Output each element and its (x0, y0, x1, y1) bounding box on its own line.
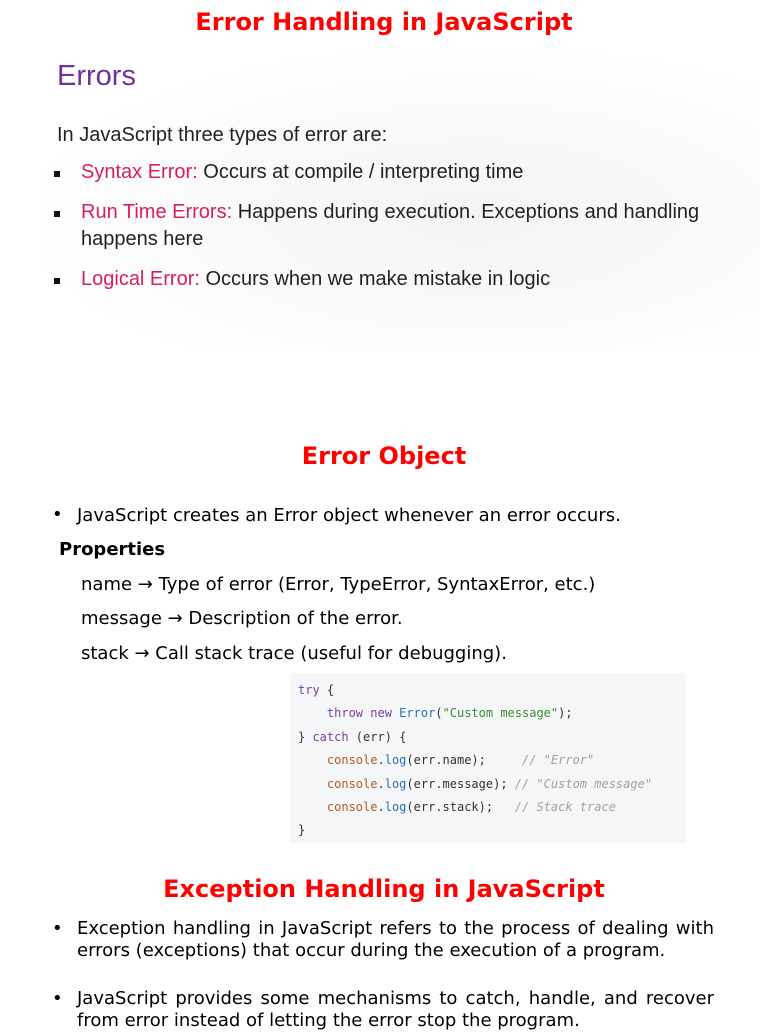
error-object-bullet: JavaScript creates an Error object whenever an error occurs. (77, 505, 621, 526)
slide-heading: Errors (57, 60, 136, 92)
slide-intro: In JavaScript three types of error are: (57, 124, 388, 146)
error-object-heading: Error Object (301, 442, 467, 470)
errors-slide-image (40, 52, 760, 352)
exception-bullet-2: JavaScript provides some mechanisms to catch, handle, and recover from error instead of letting the error stop the program. (77, 988, 714, 1031)
bullet-icon: • (52, 988, 63, 1009)
bullet-icon (54, 171, 60, 177)
page-title: Error Handling in JavaScript (195, 8, 573, 36)
error-type-desc: Occurs at compile / interpreting time (197, 161, 524, 183)
list-item (50, 159, 740, 186)
exception-handling-heading: Exception Handling in JavaScript (163, 875, 605, 903)
bullet-icon (54, 278, 60, 284)
code-block: try { throw new Error("Custom message"); } catch (err) { console.log(err.name); // "Error" console.log(err.message); // "Custom message" console.log(err.stack); // Stack trace } (298, 683, 653, 838)
property-line: stack → Call stack trace (useful for debugging). (81, 643, 507, 664)
property-line: message → Description of the error. (81, 608, 403, 629)
list-item (50, 266, 740, 293)
code-snippet (290, 673, 686, 843)
exception-bullet-1: Exception handling in JavaScript refers to the process of dealing with errors (exceptions) that occur during the execution of a program. (77, 918, 714, 961)
error-type-desc: Occurs when we make mistake in logic (199, 268, 551, 290)
error-type-term: Logical Error: (81, 268, 200, 290)
error-type-term: Run Time Errors: (81, 201, 233, 223)
bullet-icon (54, 211, 60, 217)
error-types-list (50, 159, 740, 306)
properties-label: Properties (59, 539, 166, 560)
bullet-icon: • (52, 504, 63, 525)
property-line: name → Type of error (Error, TypeError, SyntaxError, etc.) (81, 574, 596, 595)
error-type-term: Syntax Error: (81, 161, 198, 183)
error-type-desc: Happens during execution. Exceptions and handling happens here (81, 201, 700, 250)
bullet-icon: • (52, 918, 63, 939)
list-item (50, 199, 740, 253)
